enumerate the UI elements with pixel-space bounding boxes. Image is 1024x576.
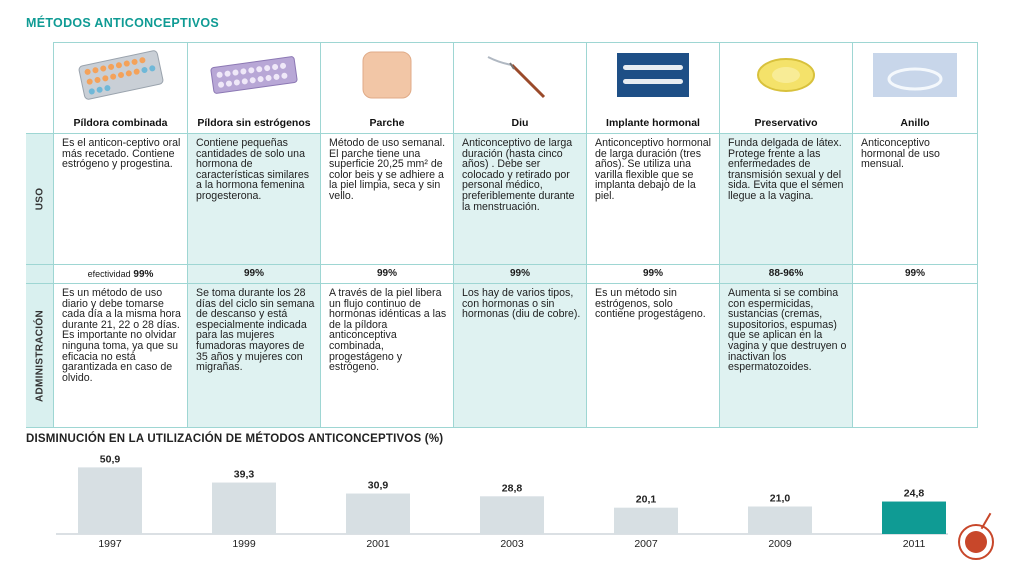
chart-value-label: 28,8 <box>501 482 523 495</box>
chart-bar <box>78 467 142 534</box>
row-label-uso <box>26 134 54 265</box>
row-label-administracion <box>26 284 54 428</box>
row-label-efectividad <box>26 265 54 284</box>
patch-icon <box>339 49 435 101</box>
administracion-cell: Se toma durante los 28 días del ciclo sin semana de descanso y está especialmente indicada para las mujeres fumadoras mayores de 35 años y mujeres con migrañas. <box>188 284 321 428</box>
chart-title: DISMINUCIÓN EN LA UTILIZACIÓN DE MÉTODOS ANTICONCEPTIVOS (%) <box>26 433 444 445</box>
iud-icon <box>472 49 568 101</box>
uso-cell: Contiene pequeñas cantidades de solo una hormona de características similares a la hormona femenina progesterona. <box>188 134 321 265</box>
administracion-cell: Aumenta si se combina con espermicidas, sustancias (cremas, supositorios, espumas) que se aplican en la vagina y que destruyen o inactivan los espermatozoides. <box>720 284 853 428</box>
uso-cell: Funda delgada de látex. Protege frente a las enfermedades de transmisión sexual y del sida. Evita que el semen llegue a la vagina. <box>720 134 853 265</box>
method-header <box>54 42 188 134</box>
chart-category-label: 2001 <box>366 538 390 550</box>
efectividad-cell: 99% <box>454 265 587 284</box>
chart-category-label: 2009 <box>768 538 792 550</box>
deco-circle-icon <box>958 524 994 560</box>
uso-cell: Es el anticon-ceptivo oral más recetado. Contiene estrógeno y progestina. <box>54 134 188 265</box>
chart-value-label: 20,1 <box>635 493 657 506</box>
chart-bar <box>882 502 946 534</box>
chart-category-label: 1997 <box>98 538 122 550</box>
method-header <box>853 42 978 134</box>
method-header <box>587 42 720 134</box>
chart-value-label: 39,3 <box>233 468 255 481</box>
efectividad-cell: 99% <box>321 265 454 284</box>
administracion-cell: A través de la piel libera un flujo continuo de hormonas idénticas a las de la píldora anticonceptiva combinada, progestágeno y estrógeno. <box>321 284 454 428</box>
administracion-cell: Es un método sin estrógenos, solo contiene progestágeno. <box>587 284 720 428</box>
ring-icon <box>867 49 963 101</box>
pill-strip-icon <box>206 49 302 101</box>
chart-bar <box>614 508 678 534</box>
uso-label: USO <box>34 187 45 211</box>
chart-category-label: 2003 <box>500 538 524 550</box>
chart-value-label: 24,8 <box>903 487 925 500</box>
method-name: Preservativo <box>754 117 818 129</box>
method-header <box>720 42 853 134</box>
method-name: Implante hormonal <box>606 117 700 129</box>
administracion-cell <box>853 284 978 428</box>
efectividad-cell: 99% <box>188 265 321 284</box>
methods-table <box>26 42 978 428</box>
method-name: Parche <box>369 117 405 129</box>
method-name: Anillo <box>900 117 930 129</box>
method-header <box>454 42 587 134</box>
pill-pack-icon <box>73 49 169 101</box>
uso-cell: Anticonceptivo hormonal de uso mensual. <box>853 134 978 265</box>
chart-category-label: 2007 <box>634 538 658 550</box>
administracion-cell: Los hay de varios tipos, con hormonas o sin hormonas (diu de cobre). <box>454 284 587 428</box>
efectividad-cell <box>54 265 188 284</box>
bar-chart <box>26 448 978 552</box>
chart-bar <box>480 496 544 534</box>
corner-cell <box>26 42 54 134</box>
method-name: Píldora combinada <box>73 117 168 129</box>
implant-icon <box>605 49 701 101</box>
efectividad-cell: 99% <box>587 265 720 284</box>
chart-value-label: 50,9 <box>99 453 121 466</box>
administracion-cell: Es un método de uso diario y debe tomarse cada día a la misma hora durante 21, 22 o 28 días. Es importante no olvidar ninguna toma, ya que su eficacia no está garantizada en caso de olvido. <box>54 284 188 428</box>
chart-bar <box>346 494 410 534</box>
chart-category-label: 1999 <box>232 538 256 550</box>
chart-category-label: 2011 <box>902 538 926 550</box>
efectividad-value: 99% <box>133 269 154 280</box>
uso-cell: Método de uso semanal. El parche tiene una superficie 20,25 mm² de color beis y se adhiere a la piel limpia, seca y sin vello. <box>321 134 454 265</box>
chart-value-label: 30,9 <box>367 479 389 492</box>
efectividad-cell: 99% <box>853 265 978 284</box>
uso-cell: Anticonceptivo hormonal de larga duración (tres años). Se utiliza una varilla flexible que se implanta debajo de la piel. <box>587 134 720 265</box>
chart-value-label: 21,0 <box>769 492 791 505</box>
page-title: MÉTODOS ANTICONCEPTIVOS <box>26 16 220 30</box>
condom-icon <box>738 49 834 101</box>
method-header <box>188 42 321 134</box>
chart-bar <box>748 507 812 534</box>
administracion-label: ADMINISTRACIÓN <box>34 309 45 402</box>
efectividad-prefix: efectividad <box>87 269 131 279</box>
uso-cell: Anticonceptivo de larga duración (hasta cinco años) . Debe ser colocado y retirado por personal médico, preferiblemente durante la menstruación. <box>454 134 587 265</box>
method-header <box>321 42 454 134</box>
efectividad-cell: 88-96% <box>720 265 853 284</box>
chart-bar <box>212 483 276 534</box>
method-name: Diu <box>511 117 529 129</box>
method-name: Píldora sin estrógenos <box>197 117 311 129</box>
